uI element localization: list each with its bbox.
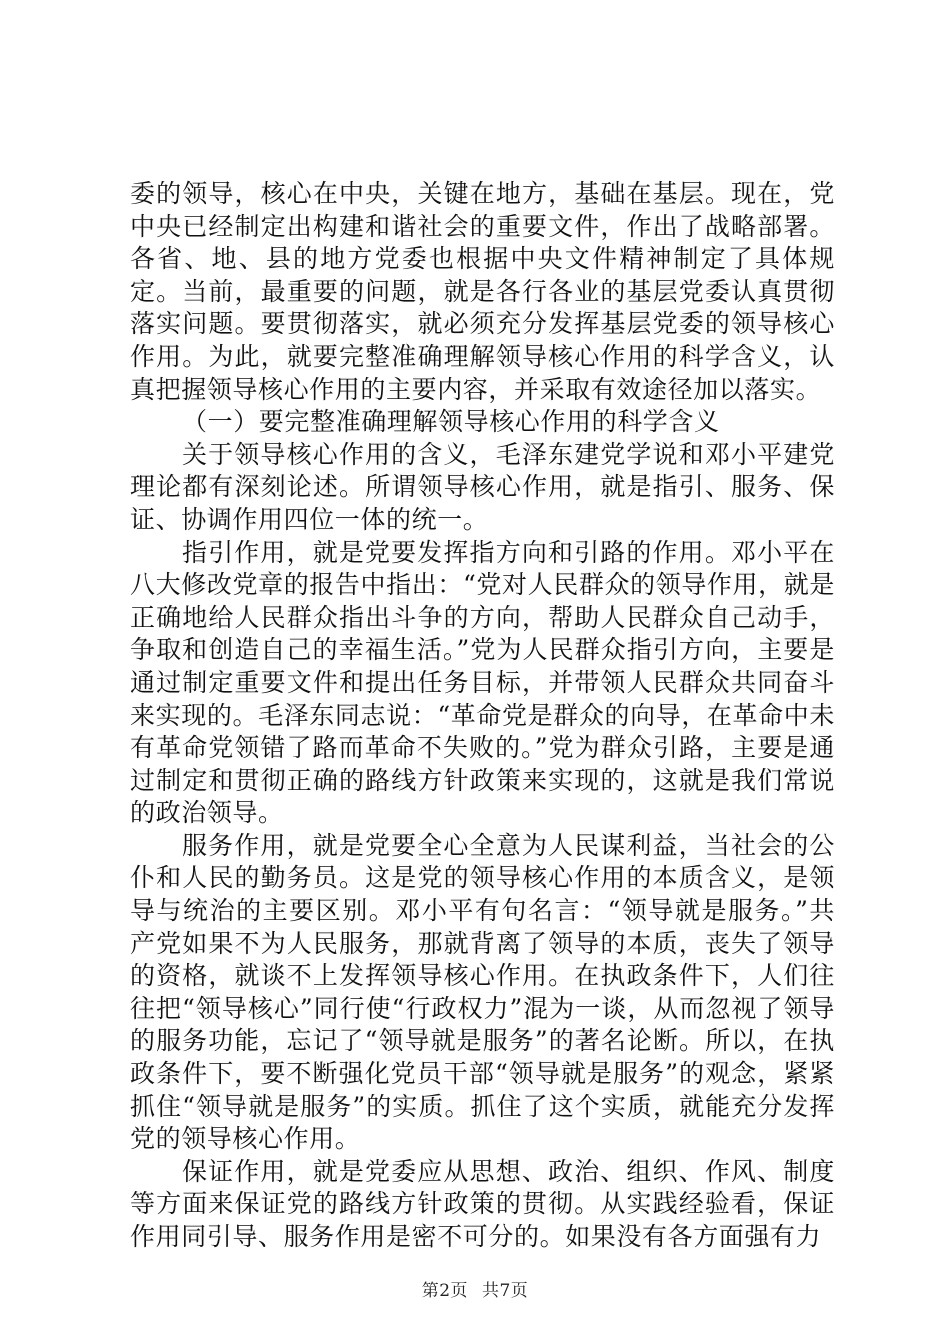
paragraph-guarantee-role: 保证作用，就是党委应从思想、政治、组织、作风、制度等方面来保证党的路线方针政策的贯彻。从实践经验看，保证作用同引导、服务作用是密不可分的。如果没有各方面强有力 xyxy=(130,1156,835,1251)
section-heading: （一）要完整准确理解领导核心作用的科学含义 xyxy=(182,407,720,437)
paragraph-guiding-role: 指引作用，就是党要发挥指方向和引路的作用。邓小平在八大修改党章的报告中指出：“党对人民群众的领导作用，就是正确地给人民群众指出斗争的方向，帮助人民群众自己动手，争取和创造自己的幸福生活。”党为人民群众指引方向，主要是通过制定重要文件和提出任务目标，并带领人民群众共同奋斗来实现的。毛泽东同志说：“革命党是群众的向导，在革命中未有革命党领错了路而革命不失败的。”党为群众引路，主要是通过制定和贯彻正确的路线方针政策来实现的，这就是我们常说的政治领导。 xyxy=(130,537,835,828)
page-footer xyxy=(0,1276,950,1301)
paragraph-continuation: 委的领导，核心在中央，关键在地方，基础在基层。现在，党中央已经制定出构建和谐社会的重要文件，作出了战略部署。各省、地、县的地方党委也根据中央文件精神制定了具体规定。当前，最重要的问题，就是各行各业的基层党委认真贯彻落实问题。要贯彻落实，就必须充分发挥基层党委的领导核心作用。为此，就要完整准确理解领导核心作用的科学含义，认真把握领导核心作用的主要内容，并采取有效途径加以落实。 xyxy=(130,179,835,404)
page-total: 共7页 xyxy=(481,1281,529,1301)
document-body xyxy=(130,178,835,1254)
page-number: 第2页 xyxy=(421,1281,469,1301)
paragraph-service-role: 服务作用，就是党要全心全意为人民谋利益，当社会的公仆和人民的勤务员。这是党的领导核心作用的本质含义，是领导与统治的主要区别。邓小平有句名言：“领导就是服务。”共产党如果不为人民服务，那就背离了领导的本质，丧失了领导的资格，就谈不上发挥领导核心作用。在执政条件下，人们往往把“领导核心”同行使“行政权力”混为一谈，从而忽视了领导的服务功能，忘记了“领导就是服务”的著名论断。所以，在执政条件下，要不断强化党员干部“领导就是服务”的观念，紧紧抓住“领导就是服务”的实质。抓住了这个实质，就能充分发挥党的领导核心作用。 xyxy=(130,830,835,1154)
paragraph-definition: 关于领导核心作用的含义，毛泽东建党学说和邓小平建党理论都有深刻论述。所谓领导核心作用，就是指引、服务、保证、协调作用四位一体的统一。 xyxy=(130,439,835,534)
